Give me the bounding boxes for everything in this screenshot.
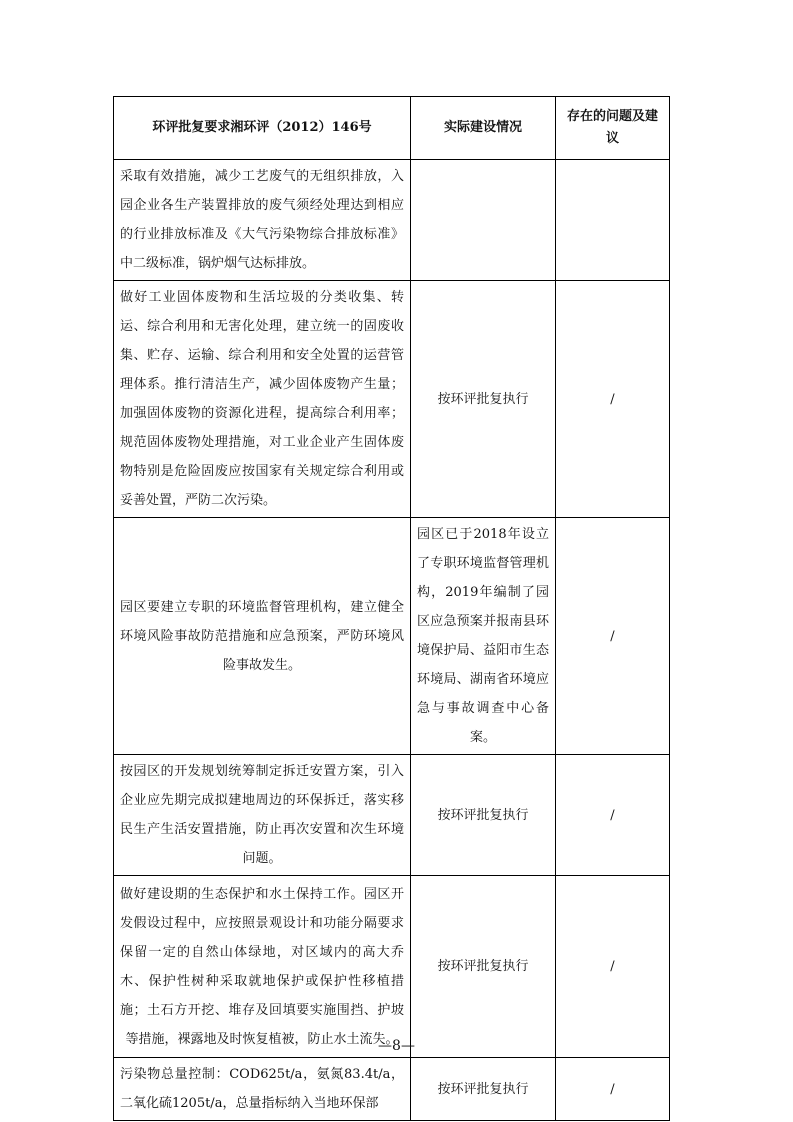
table-row: [114, 876, 670, 1058]
table-row: [114, 160, 670, 281]
requirement-cell: 按园区的开发规划统筹制定拆迁安置方案，引入企业应先期完成拟建地周边的环保拆迁，落实移民生产生活安置措施，防止再次安置和次生环境问题。: [114, 755, 411, 876]
actual-cell: 按环评批复执行: [411, 755, 556, 876]
suggestion-cell: /: [556, 1058, 670, 1121]
requirement-cell: 做好建设期的生态保护和水土保持工作。园区开发假设过程中，应按照景观设计和功能分隔要求保留一定的自然山体绿地，对区域内的高大乔木、保护性树种采取就地保护或保护性移植措施；土石方开挖、堆存及回填要实施围挡、护坡等措施，裸露地及时恢复植被，防止水土流失。: [114, 876, 411, 1058]
suggestion-cell: /: [556, 281, 670, 518]
header-suggestion: 存在的问题及建议: [556, 97, 670, 160]
table-row: [114, 518, 670, 755]
suggestion-cell: [556, 160, 670, 281]
requirements-table: [113, 96, 670, 1121]
header-actual: 实际建设情况: [411, 97, 556, 160]
table-header-row: [114, 97, 670, 160]
table-row: [114, 281, 670, 518]
suggestion-cell: /: [556, 755, 670, 876]
requirement-cell: 园区要建立专职的环境监督管理机构，建立健全环境风险事故防范措施和应急预案，严防环境风险事故发生。: [114, 518, 411, 755]
actual-cell: 按环评批复执行: [411, 876, 556, 1058]
table-row: [114, 755, 670, 876]
table-row: [114, 1058, 670, 1121]
actual-cell: 按环评批复执行: [411, 1058, 556, 1121]
suggestion-cell: /: [556, 518, 670, 755]
requirement-cell: 污染物总量控制：COD625t/a，氨氮83.4t/a，二氧化硫1205t/a，总量指标纳入当地环保部: [114, 1058, 411, 1121]
page-number: —8—: [378, 1038, 415, 1054]
actual-cell: 园区已于2018年设立了专职环境监督管理机构，2019年编制了园区应急预案并报南县环境保护局、益阳市生态环境局、湖南省环境应急与事故调查中心备案。: [411, 518, 556, 755]
header-requirement: 环评批复要求湘环评（2012）146号: [114, 97, 411, 160]
requirement-cell: 采取有效措施，减少工艺废气的无组织排放，入园企业各生产装置排放的废气须经处理达到相应的行业排放标准及《大气污染物综合排放标准》中二级标准，锅炉烟气达标排放。: [114, 160, 411, 281]
actual-cell: [411, 160, 556, 281]
requirement-cell: 做好工业固体废物和生活垃圾的分类收集、转运、综合利用和无害化处理，建立统一的固废收集、贮存、运输、综合利用和安全处置的运营管理体系。推行清洁生产，减少固体废物产生量；加强固体废物的资源化进程，提高综合利用率；规范固体废物处理措施，对工业企业产生固体废物特别是危险固废应按国家有关规定综合利用或妥善处置，严防二次污染。: [114, 281, 411, 518]
suggestion-cell: /: [556, 876, 670, 1058]
actual-cell: 按环评批复执行: [411, 281, 556, 518]
